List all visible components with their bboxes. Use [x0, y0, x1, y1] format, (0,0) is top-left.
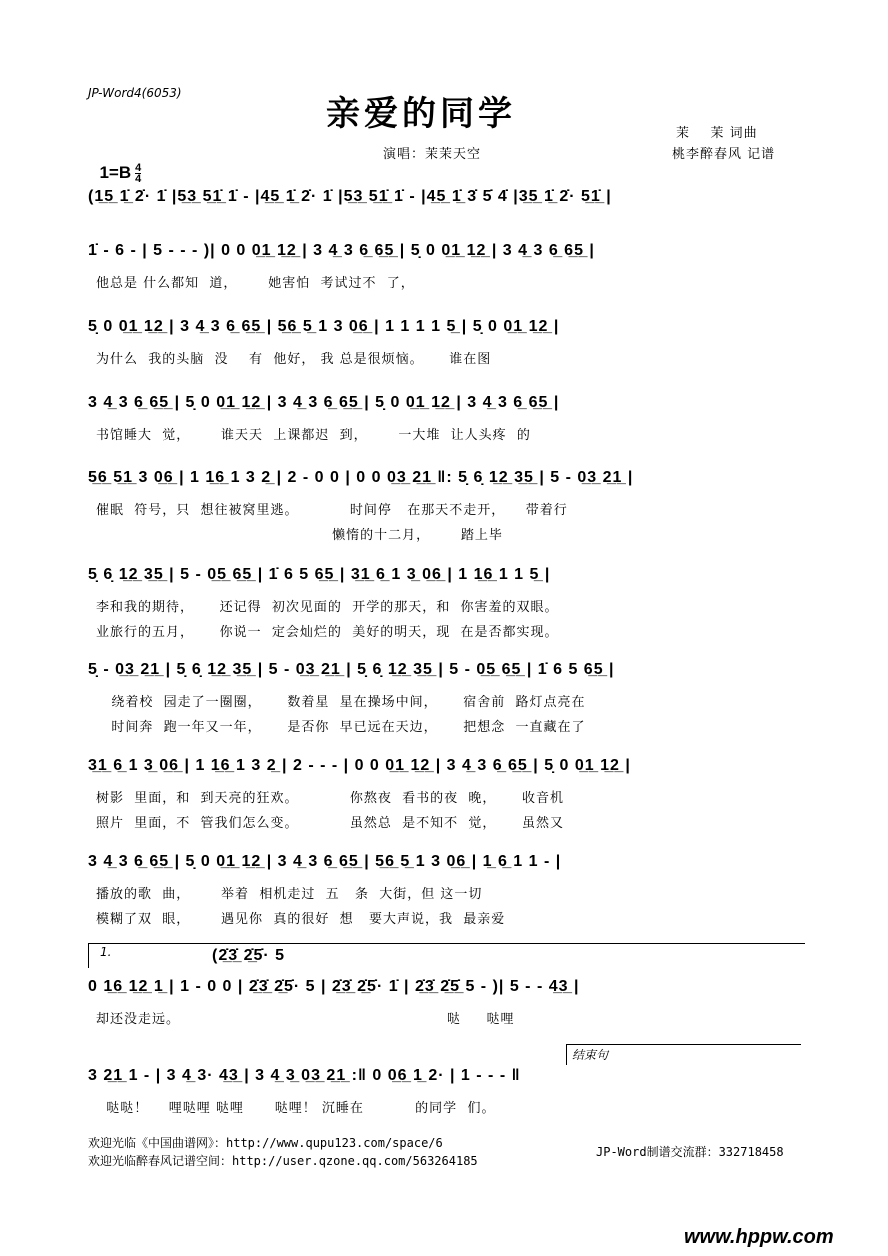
notation-row: 3 4̲ 3 6̲ 6̲5̲ | 5̣ 0 0̲1̲ 1̲2̲ | 3 4̲ 3 6̲ 6̲5̲ | 5̲6̲ 5̲ 1 3 0̲6̲ | 1̲ 6̲ 1 1 - | [88, 853, 562, 870]
lyric-line-2: 照片 里面，不 管我们怎么变。 虽然总 是不知不 觉， 虽然又 [96, 816, 565, 831]
time-numerator: 4 [135, 162, 142, 175]
lyric-line-2: 懒惰的十二月， 踏上毕 [96, 528, 503, 543]
lyric-line-1: 为什么 我的头脑 没 有 他好， 我 总是很烦恼。 谁在图 [96, 352, 492, 367]
lyric-line-1: 却还没走远。 哒 哒哩 [96, 1012, 515, 1027]
notation-row: 5̲6̲ 5̲1̲ 3 0̲6̲ | 1 1̲6̲ 1 3 2̲ | 2 - 0 0 | 0 0 0̲3̲ 2̲1̲ ‖: 5̣ 6̣ 1̲2̲ 3̲5̲ | 5 - 0̲3̲ 2̲1̲ | [88, 469, 634, 486]
ending-label: 结束句 [572, 1048, 609, 1062]
notation-row: 1̇ - 6 - | 5 - - - )| 0 0 0̲1̲ 1̲2̲ | 3 4̲ 3 6̲ 6̲5̲ | 5̣ 0 0̲1̲ 1̲2̲ | 3 4̲ 3 6̲ 6̲5̲ | [88, 242, 595, 259]
lyric-line-2: 业旅行的五月， 你说一 定会灿烂的 美好的明天，现 在是否都实现。 [96, 625, 559, 640]
footer-group: JP-Word制谱交流群：332718458 [596, 1145, 784, 1159]
notation-row: (1̲5̲ 1̲̇ 2̇· 1̇ |5̲3̲ 5̲1̲̇ 1̇ - |4̲5̲ 1̲̇ 2̇· 1̇ |5̲3̲ 5̲1̲̇ 1̇ - |4̲5̲ 1̲̇ 3̇ 5̇ 4̇ |3̲5̲ 1̲̇ 2̇· 5̲1̲̇ | [88, 188, 612, 205]
notation-row: 5̣ 0 0̲1̲ 1̲2̲ | 3 4̲ 3 6̲ 6̲5̲ | 5̲6̲ 5̲ 1 3 0̲6̲ | 1 1 1 1 5̲ | 5̣ 0 0̲1̲ 1̲2̲ | [88, 318, 560, 335]
footer-link-qupu[interactable]: 欢迎光临《中国曲谱网》：http://www.qupu123.com/space/6 [88, 1136, 443, 1150]
singer-credit: 演唱：茉茉天空 [383, 147, 482, 162]
lyric-line-1: 催眠 符号，只 想往被窝里逃。 时间停 在那天不走开， 带着行 [96, 503, 568, 518]
notation-row: 5̣ - 0̲3̲ 2̲1̲ | 5̣ 6̣ 1̲2̲ 3̲5̲ | 5 - 0̲3̲ 2̲1̲ | 5̣ 6̣ 1̲2̲ 3̲5̲ | 5 - 0̲5̲ 6̲5̲ | 1̇ 6 5 6̲5̲ | [88, 661, 615, 678]
volta-notes: (2̲̇3̲̇ 2̲̇5̇· 5 [212, 947, 286, 964]
notation-row: 0 1̲6̲ 1̲2̲ 1̲ | 1 - 0 0 | 2̲̇3̲̇ 2̲̇5̇· 5 | 2̲̇3̲̇ 2̲̇5̇· 1̇ | 2̲̇3̲̇ 2̲̇5̲̇ 5 - )| 5 - - 4̲3̲ | [88, 978, 580, 995]
notation-row: 3 4̲ 3 6̲ 6̲5̲ | 5̣ 0 0̲1̲ 1̲2̲ | 3 4̲ 3 6̲ 6̲5̲ | 5̣ 0 0̲1̲ 1̲2̲ | 3 4̲ 3 6̲ 6̲5̲ | [88, 394, 560, 411]
notation-row: 3 2̲1̲ 1 - | 3 4̲ 3· 4̲3̲ | 3 4̲ 3̲ 0̲3̲ 2̲1̲ :‖ 0 0̲6̲ 1̲ 2· | 1 - - - ‖ [88, 1067, 521, 1084]
volta-label: 1. [100, 945, 112, 959]
notation-row: 3̲1̲ 6̲ 1 3̲ 0̲6̲ | 1 1̲6̲ 1 3 2̲ | 2 - - - | 0 0 0̲1̲ 1̲2̲ | 3 4̲ 3 6̲ 6̲5̲ | 5̣ 0 0̲1̲ 1̲2̲ | [88, 757, 631, 774]
lyric-line-1: 书馆睡大 觉， 谁天天 上课都迟 到， 一大堆 让人头疼 的 [96, 428, 531, 443]
credit-transcriber: 桃李醉春风 记谱 [672, 147, 776, 162]
time-signature [135, 163, 141, 184]
lyric-line-1: 他总是 什么都知 道， 她害怕 考试过不 了， [96, 276, 415, 291]
key-signature [90, 143, 141, 184]
lyric-line-1: 绕着校 园走了一圈圈， 数着星 星在操场中间， 宿舍前 路灯点亮在 [96, 695, 586, 710]
key-label: 1=B [99, 163, 132, 182]
lyric-line-1: 播放的歌 曲， 举着 相机走过 五 条 大街，但 这一切 [96, 887, 483, 902]
lyric-line-2: 时间奔 跑一年又一年， 是否你 早已远在天边， 把想念 一直藏在了 [96, 720, 586, 735]
lyric-line-1: 哒哒！ 哩哒哩 哒哩 哒哩！ 沉睡在 的同学 们。 [96, 1101, 496, 1116]
lyric-line-1: 树影 里面，和 到天亮的狂欢。 你熬夜 看书的夜 晚， 收音机 [96, 791, 565, 806]
lyric-line-1: 李和我的期待， 还记得 初次见面的 开学的那天，和 你害羞的双眼。 [96, 600, 559, 615]
volta-bracket [88, 943, 805, 968]
credit-composer: 茉 茉 词曲 [676, 126, 758, 141]
time-denominator: 4 [135, 173, 142, 186]
notation-row: 5̣ 6̣ 1̲2̲ 3̲5̲ | 5 - 0̲5̲ 6̲5̲ | 1̇ 6 5 6̲5̲ | 3̲1̲ 6̲ 1 3̲ 0̲6̲ | 1 1̲6̲ 1 1 5̲ | [88, 566, 551, 583]
lyric-line-2: 模糊了双 眼， 遇见你 真的很好 想 要大声说，我 最亲爱 [96, 912, 506, 927]
watermark-logo: www.hppw.com [684, 1226, 834, 1248]
footer-link-qzone[interactable]: 欢迎光临醉春风记谱空间：http://user.qzone.qq.com/563264185 [88, 1154, 478, 1168]
source-tag: JP-Word4(6053) [88, 86, 182, 100]
page-title: 亲爱的同学 [326, 94, 516, 134]
